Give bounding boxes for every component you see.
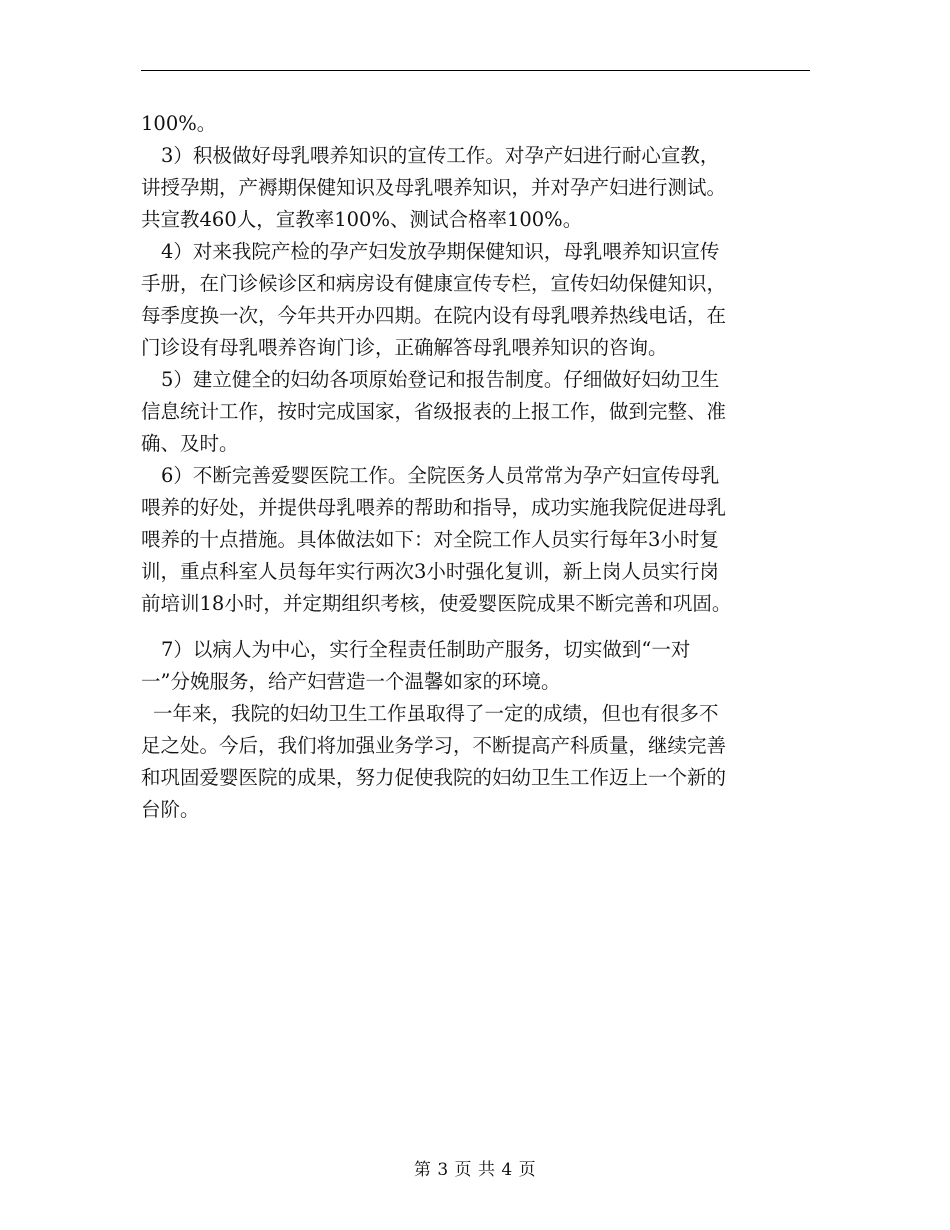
text-line: 100%。	[141, 112, 217, 135]
paragraph-4-line: 手册，在门诊候诊区和病房设有健康宣传专栏，宣传妇幼保健知识，	[141, 272, 727, 295]
paragraph-5-line: 信息统计工作，按时完成国家，省级报表的上报工作，做到完整、准	[141, 400, 727, 423]
paragraph-7-line: 7）以病人为中心，实行全程责任制助产服务，切实做到“一对	[161, 638, 691, 661]
conclusion-line: 足之处。今后，我们将加强业务学习，不断提高产科质量，继续完善	[141, 734, 727, 757]
paragraph-3-line: 3）积极做好母乳喂养知识的宣传工作。对孕产妇进行耐心宣教，	[161, 144, 720, 167]
paragraph-6-line: 6）不断完善爱婴医院工作。全院医务人员常常为孕产妇宣传母乳	[161, 464, 720, 487]
paragraph-6-line: 喂养的十点措施。具体做法如下：对全院工作人员实行每年3小时复	[141, 528, 719, 551]
paragraph-7-line: 一”分娩服务，给产妇营造一个温馨如家的环境。	[141, 670, 561, 693]
conclusion-line: 和巩固爱婴医院的成果，努力促使我院的妇幼卫生工作迈上一个新的	[141, 766, 727, 789]
paragraph-4-line: 门诊设有母乳喂养咨询门诊，正确解答母乳喂养知识的咨询。	[141, 336, 668, 359]
paragraph-6-line: 喂养的好处，并提供母乳喂养的帮助和指导，成功实施我院促进母乳	[141, 496, 727, 519]
paragraph-5-line: 5）建立健全的妇幼各项原始登记和报告制度。仔细做好妇幼卫生	[161, 368, 720, 391]
paragraph-4-line: 每季度换一次，今年共开办四期。在院内设有母乳喂养热线电话，在	[141, 304, 727, 327]
header-rule	[141, 70, 810, 71]
document-body	[141, 108, 813, 826]
paragraph-6-line: 前培训18小时，并定期组织考核，使爱婴医院成果不断完善和巩固。	[141, 592, 732, 615]
paragraph-5-line: 确、及时。	[141, 432, 239, 455]
paragraph-3-line: 共宣教460人，宣教率100%、测试合格率100%。	[141, 208, 583, 231]
page-number-footer: 第 3 页 共 4 页	[413, 1160, 537, 1180]
conclusion-line: 一年来，我院的妇幼卫生工作虽取得了一定的成绩，但也有很多不	[153, 702, 719, 725]
paragraph-6-line: 训，重点科室人员每年实行两次3小时强化复训，新上岗人员实行岗	[141, 560, 719, 583]
paragraph-3-line: 讲授孕期，产褥期保健知识及母乳喂养知识，并对孕产妇进行测试。	[141, 176, 727, 199]
paragraph-4-line: 4）对来我院产检的孕产妇发放孕期保健知识，母乳喂养知识宣传	[161, 240, 720, 263]
conclusion-line: 台阶。	[141, 798, 200, 821]
paragraph-gap	[141, 620, 813, 634]
